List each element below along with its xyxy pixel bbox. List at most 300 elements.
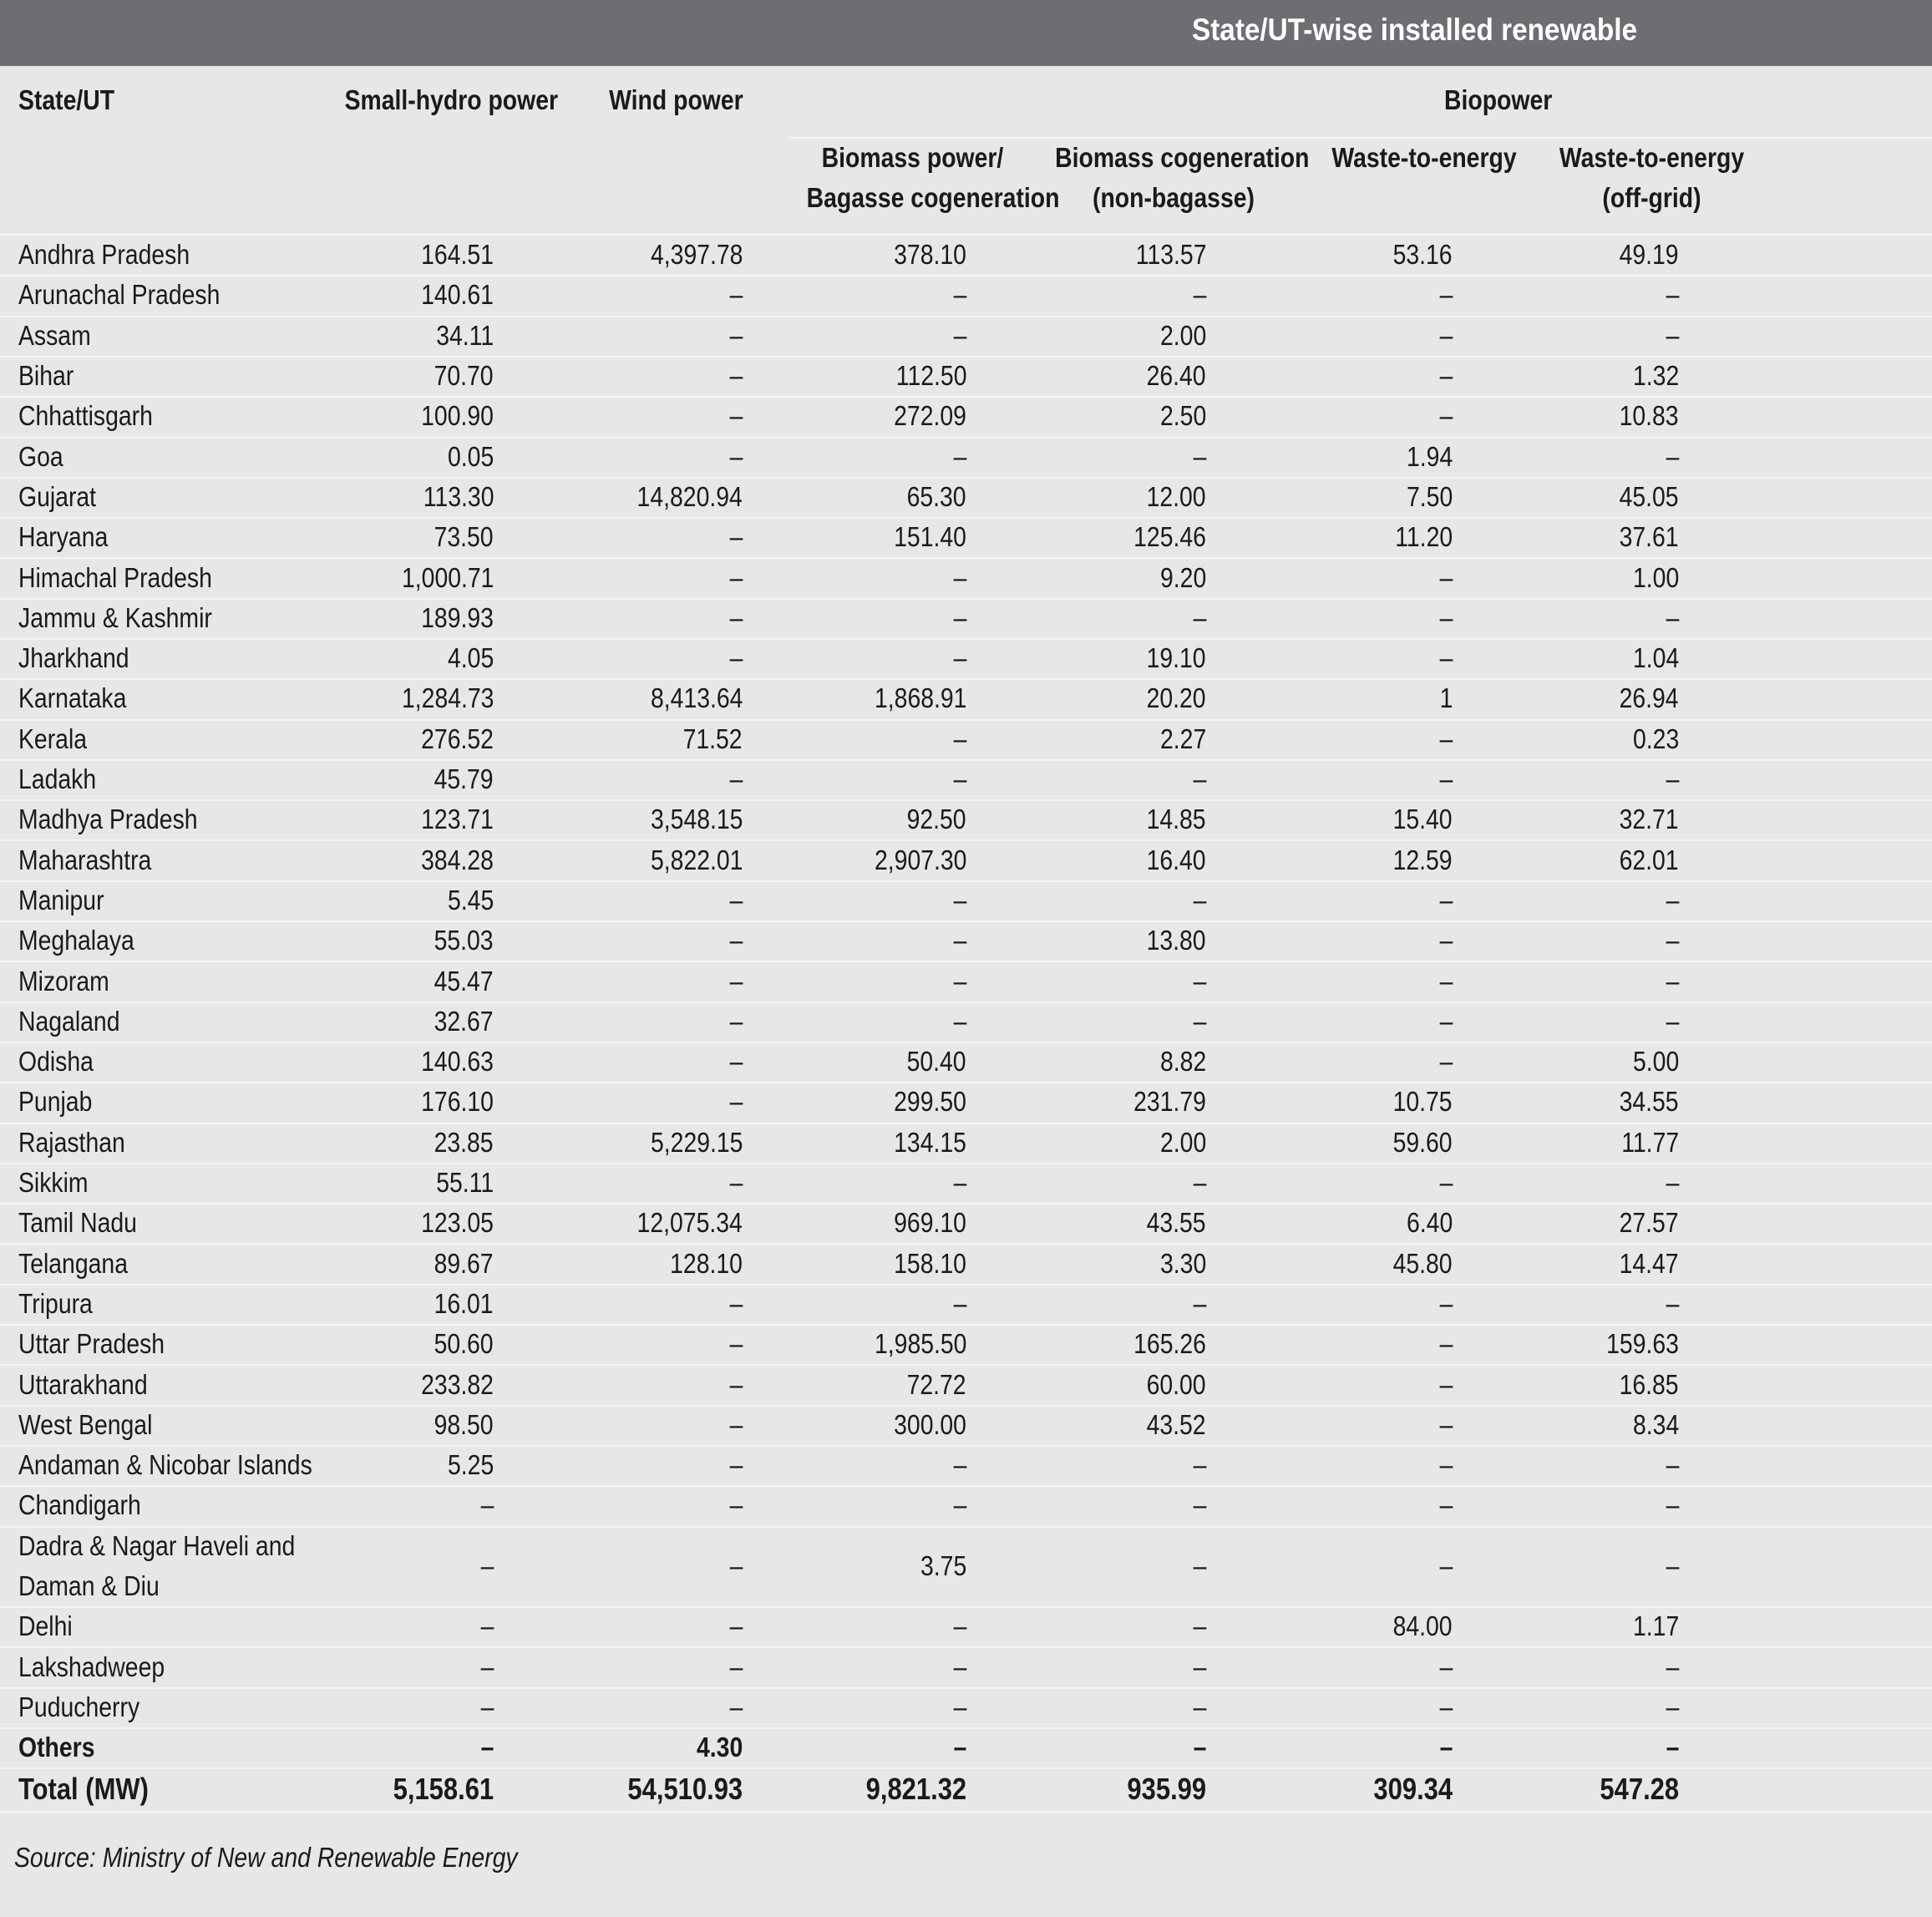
row-divider [0, 1364, 1932, 1366]
cell-biomass-power: – [953, 723, 966, 754]
cell-biomass-cogen: – [1193, 1651, 1206, 1682]
cell-state: Kerala [18, 723, 88, 754]
cell-waste-to-energy: – [1439, 1550, 1453, 1581]
cell-waste-to-energy: – [1439, 642, 1453, 673]
header-small-hydro: Small-hydro power [344, 84, 558, 115]
cell-biomass-power: 299.50 [894, 1086, 966, 1117]
row-divider [0, 961, 1932, 962]
cell-wte-offgrid: – [1666, 885, 1679, 915]
cell-small-hydro: 23.85 [434, 1127, 494, 1158]
cell-state: Chandigarh [18, 1489, 141, 1520]
cell-state: Manipur [18, 885, 104, 915]
cell-wte-offgrid: – [1666, 1006, 1679, 1037]
cell-wte-offgrid: 1.17 [1632, 1610, 1679, 1641]
cell-wte-offgrid: 26.94 [1619, 682, 1679, 713]
cell-wind: – [729, 885, 743, 915]
cell-waste-to-energy: 10.75 [1392, 1086, 1453, 1117]
cell-small-hydro: 89.67 [434, 1248, 494, 1279]
cell-wind: – [729, 642, 743, 673]
cell-wte-offgrid: 45.05 [1619, 481, 1679, 512]
cell-state: Jharkhand [18, 642, 129, 673]
row-divider [0, 234, 1932, 236]
cell-small-hydro: 189.93 [421, 602, 494, 633]
cell-wte-offgrid: – [1666, 763, 1679, 794]
row-divider [0, 1767, 1932, 1769]
cell-wte-offgrid: 1.00 [1632, 562, 1679, 593]
cell-state: Gujarat [18, 481, 97, 512]
cell-biomass-cogen: 2.00 [1159, 320, 1206, 351]
cell-waste-to-energy: – [1439, 1691, 1453, 1722]
cell-biomass-power: 1,868.91 [874, 682, 966, 713]
cell-wte-offgrid: 11.77 [1621, 1127, 1679, 1158]
cell-biomass-cogen: 12.00 [1146, 481, 1206, 512]
row-divider [0, 678, 1932, 680]
cell-state: West Bengal [18, 1409, 153, 1440]
cell-wte-offgrid: – [1666, 320, 1679, 351]
cell-small-hydro: 55.11 [436, 1167, 494, 1198]
cell-small-hydro: 1,284.73 [401, 682, 494, 713]
cell-wind: – [729, 1328, 743, 1359]
cell-waste-to-energy: – [1439, 400, 1453, 431]
row-divider [0, 1284, 1932, 1286]
row-divider [0, 1646, 1932, 1648]
cell-wte-offgrid: 32.71 [1619, 804, 1679, 834]
cell-biomass-power: – [953, 1691, 966, 1722]
cell-biomass-power: 1,985.50 [874, 1328, 966, 1359]
row-divider [0, 517, 1932, 519]
cell-biomass-cogen: – [1193, 1550, 1206, 1581]
cell-biomass-cogen: 19.10 [1146, 642, 1206, 673]
cell-wte-offgrid: 49.19 [1619, 239, 1679, 270]
cell-waste-to-energy: – [1439, 1046, 1453, 1077]
header-state: State/UT [18, 84, 115, 115]
cell-state: Haryana [18, 521, 109, 552]
cell-biomass-power: 134.15 [894, 1127, 966, 1158]
cell-biomass-cogen: – [1193, 1167, 1206, 1198]
title-bar [0, 0, 1932, 66]
cell-state: Karnataka [18, 682, 127, 713]
cell-small-hydro: 5,158.61 [393, 1772, 494, 1806]
cell-small-hydro: 113.30 [423, 481, 494, 512]
cell-biomass-power: 2,907.30 [874, 844, 966, 875]
header-wind: Wind power [609, 84, 743, 115]
cell-state: Madhya Pradesh [18, 804, 198, 834]
cell-waste-to-energy: – [1439, 925, 1453, 956]
cell-small-hydro: 140.63 [421, 1046, 494, 1077]
cell-biomass-power: – [953, 925, 966, 956]
cell-biomass-power: 151.40 [894, 521, 966, 552]
cell-biomass-cogen: 125.46 [1133, 521, 1206, 552]
cell-biomass-power: 272.09 [894, 400, 966, 431]
cell-waste-to-energy: – [1439, 320, 1453, 351]
cell-wte-offgrid: 5.00 [1632, 1046, 1679, 1077]
cell-state: Mizoram [18, 966, 109, 997]
cell-biomass-cogen: – [1193, 763, 1206, 794]
cell-wind: 8,413.64 [650, 682, 743, 713]
cell-small-hydro: – [480, 1489, 494, 1520]
cell-wind: – [729, 763, 743, 794]
cell-biomass-cogen: 935.99 [1127, 1772, 1206, 1806]
cell-waste-to-energy: – [1439, 1006, 1453, 1037]
cell-wind: – [729, 441, 743, 472]
row-divider [0, 1727, 1932, 1729]
cell-wind: – [729, 360, 743, 391]
row-divider [0, 1687, 1932, 1689]
row-divider [0, 1811, 1932, 1813]
cell-waste-to-energy: – [1439, 966, 1453, 997]
row-divider [0, 1082, 1932, 1083]
row-divider [0, 1163, 1932, 1164]
cell-waste-to-energy: 6.40 [1406, 1207, 1453, 1238]
cell-biomass-power: – [953, 642, 966, 673]
cell-state: Tamil Nadu [18, 1207, 137, 1238]
cell-state: Sikkim [18, 1167, 89, 1198]
cell-small-hydro: 1,000.71 [401, 562, 494, 593]
cell-state: Ladakh [18, 763, 97, 794]
cell-biomass-cogen: 3.30 [1159, 1248, 1206, 1279]
cell-wind: – [729, 1086, 743, 1117]
header-biomass-cogen-l1: Biomass cogeneration [1055, 142, 1310, 173]
cell-small-hydro: 50.60 [434, 1328, 494, 1359]
row-divider [0, 1405, 1932, 1407]
cell-wte-offgrid: 34.55 [1619, 1086, 1679, 1117]
cell-waste-to-energy: 12.59 [1392, 844, 1453, 875]
cell-waste-to-energy: 7.50 [1406, 481, 1453, 512]
cell-biomass-cogen: 43.52 [1146, 1409, 1206, 1440]
row-divider [0, 839, 1932, 841]
cell-small-hydro: 45.47 [434, 966, 494, 997]
header-wte-offgrid-l1: Waste-to-energy [1559, 142, 1745, 173]
cell-wte-offgrid: – [1666, 925, 1679, 956]
row-divider [0, 638, 1932, 640]
cell-wte-offgrid: 37.61 [1619, 521, 1679, 552]
cell-wind: – [729, 1167, 743, 1198]
cell-wte-offgrid: – [1666, 441, 1679, 472]
cell-wind: – [729, 602, 743, 633]
cell-wte-offgrid: 10.83 [1619, 400, 1679, 431]
cell-waste-to-energy: – [1439, 1449, 1453, 1480]
cell-wte-offgrid: 1.32 [1632, 360, 1679, 391]
cell-state: Meghalaya [18, 925, 134, 956]
cell-small-hydro: 233.82 [421, 1369, 494, 1400]
cell-state: Lakshadweep [18, 1651, 165, 1682]
cell-waste-to-energy: – [1439, 279, 1453, 310]
cell-small-hydro: 5.25 [447, 1449, 494, 1480]
cell-wind: 3,548.15 [650, 804, 743, 834]
cell-state: Maharashtra [18, 844, 152, 875]
cell-biomass-cogen: 13.80 [1146, 925, 1206, 956]
cell-small-hydro: 34.11 [436, 320, 494, 351]
row-divider [0, 275, 1932, 276]
cell-wte-offgrid: 16.85 [1619, 1369, 1679, 1400]
cell-waste-to-energy: 59.60 [1392, 1127, 1453, 1158]
cell-wind: – [729, 966, 743, 997]
cell-biomass-power: – [953, 1006, 966, 1037]
cell-state: Assam [18, 320, 91, 351]
cell-biomass-power: – [953, 1167, 966, 1198]
cell-biomass-power: – [953, 562, 966, 593]
cell-biomass-cogen: – [1193, 1006, 1206, 1037]
cell-biomass-power: 969.10 [894, 1207, 966, 1238]
cell-waste-to-energy: – [1439, 1489, 1453, 1520]
cell-biomass-power: 92.50 [906, 804, 966, 834]
cell-wind: 12,075.34 [636, 1207, 743, 1238]
cell-wind: 5,229.15 [650, 1127, 743, 1158]
row-divider [0, 396, 1932, 398]
header-wte-offgrid-l2: (off-grid) [1602, 182, 1701, 213]
cell-biomass-cogen: – [1193, 1610, 1206, 1641]
cell-wte-offgrid: 62.01 [1619, 844, 1679, 875]
cell-biomass-power: 300.00 [894, 1409, 966, 1440]
cell-biomass-cogen: – [1193, 441, 1206, 472]
cell-small-hydro: – [480, 1651, 494, 1682]
cell-wte-offgrid: 1.04 [1632, 642, 1679, 673]
cell-waste-to-energy: 15.40 [1392, 804, 1453, 834]
cell-waste-to-energy: 53.16 [1392, 239, 1453, 270]
cell-state: Andaman & Nicobar Islands [18, 1449, 312, 1480]
cell-waste-to-energy: – [1439, 723, 1453, 754]
cell-biomass-power: – [953, 1610, 966, 1641]
cell-biomass-power: – [953, 1288, 966, 1319]
cell-biomass-cogen: 113.57 [1135, 239, 1206, 270]
cell-waste-to-energy: 84.00 [1392, 1610, 1453, 1641]
header-biomass-power-l2: Bagasse cogeneration [806, 182, 1060, 213]
cell-waste-to-energy: – [1439, 1167, 1453, 1198]
cell-waste-to-energy: 1.94 [1406, 441, 1453, 472]
cell-wind: 4.30 [696, 1732, 743, 1762]
cell-waste-to-energy: – [1439, 1288, 1453, 1319]
cell-wind: 71.52 [682, 723, 743, 754]
cell-biomass-power: 3.75 [920, 1550, 966, 1581]
cell-biomass-power: – [953, 1651, 966, 1682]
cell-wte-offgrid: 159.63 [1606, 1328, 1679, 1359]
cell-biomass-power: 9,821.32 [865, 1772, 966, 1806]
cell-wind: – [729, 279, 743, 310]
row-divider [0, 316, 1932, 317]
cell-biomass-cogen: – [1193, 279, 1206, 310]
source-note: Source: Ministry of New and Renewable Energy [14, 1842, 518, 1873]
cell-state: Delhi [18, 1610, 73, 1641]
cell-wte-offgrid: – [1666, 1449, 1679, 1480]
cell-biomass-power: 112.50 [895, 360, 966, 391]
cell-biomass-cogen: 2.50 [1159, 400, 1206, 431]
row-divider [0, 719, 1932, 721]
cell-wind: – [729, 1691, 743, 1722]
header-biomass-cogen-l2: (non-bagasse) [1093, 182, 1255, 213]
cell-state: Telangana [18, 1248, 128, 1279]
cell-wte-offgrid: – [1666, 279, 1679, 310]
header-waste-to-energy: Waste-to-energy [1331, 142, 1517, 173]
cell-biomass-cogen: 2.00 [1159, 1127, 1206, 1158]
row-divider [0, 557, 1932, 559]
cell-wind: – [729, 1449, 743, 1480]
row-divider [0, 880, 1932, 882]
cell-wind: – [729, 1369, 743, 1400]
cell-biomass-power: – [953, 320, 966, 351]
cell-small-hydro: – [480, 1691, 494, 1722]
cell-state: Uttar Pradesh [18, 1328, 165, 1359]
cell-biomass-cogen: 9.20 [1159, 562, 1206, 593]
cell-biomass-cogen: – [1193, 966, 1206, 997]
cell-state: Total (MW) [18, 1772, 149, 1806]
cell-waste-to-energy: – [1439, 360, 1453, 391]
cell-wte-offgrid: 27.57 [1619, 1207, 1679, 1238]
cell-biomass-cogen: 20.20 [1146, 682, 1206, 713]
cell-biomass-cogen: 60.00 [1146, 1369, 1206, 1400]
cell-state: Nagaland [18, 1006, 120, 1037]
cell-state: Chhattisgarh [18, 400, 153, 431]
cell-wind: 14,820.94 [636, 481, 743, 512]
cell-state: Andhra Pradesh [18, 239, 190, 270]
cell-wind: 54,510.93 [627, 1772, 743, 1806]
cell-state: Bihar [18, 360, 74, 391]
cell-biomass-cogen: 43.55 [1146, 1207, 1206, 1238]
cell-small-hydro: – [480, 1550, 494, 1581]
cell-biomass-cogen: – [1193, 885, 1206, 915]
cell-biomass-cogen: 165.26 [1133, 1328, 1206, 1359]
cell-biomass-cogen: 16.40 [1146, 844, 1206, 875]
cell-waste-to-energy: – [1439, 885, 1453, 915]
cell-wind: – [729, 521, 743, 552]
row-divider [0, 759, 1932, 761]
cell-biomass-cogen: – [1193, 602, 1206, 633]
cell-wind: – [729, 1409, 743, 1440]
cell-state: Punjab [18, 1086, 93, 1117]
cell-wte-offgrid: – [1666, 1288, 1679, 1319]
table-title: State/UT-wise installed renewable [1192, 13, 1637, 47]
cell-small-hydro: 55.03 [434, 925, 494, 956]
cell-small-hydro: 73.50 [434, 521, 494, 552]
row-divider [0, 437, 1932, 439]
row-divider [0, 799, 1932, 801]
cell-state: Puducherry [18, 1691, 140, 1722]
cell-biomass-power: 72.72 [906, 1369, 966, 1400]
row-divider [0, 1324, 1932, 1326]
row-divider [0, 1445, 1932, 1447]
header-biopower: Biopower [1444, 84, 1553, 115]
cell-biomass-power: – [953, 1449, 966, 1480]
cell-small-hydro: 140.61 [421, 279, 494, 310]
cell-small-hydro: 276.52 [421, 723, 494, 754]
cell-waste-to-energy: – [1439, 1651, 1453, 1682]
cell-wind: – [729, 1651, 743, 1682]
cell-state: Dadra & Nagar Haveli and [18, 1530, 296, 1561]
cell-biomass-power: 158.10 [894, 1248, 966, 1279]
row-divider [0, 1526, 1932, 1528]
cell-small-hydro: 4.05 [447, 642, 494, 673]
cell-wind: – [729, 562, 743, 593]
cell-small-hydro: 176.10 [421, 1086, 494, 1117]
cell-small-hydro: 123.71 [421, 804, 494, 834]
cell-biomass-power: – [953, 441, 966, 472]
cell-small-hydro: 123.05 [421, 1207, 494, 1238]
cell-wte-offgrid: – [1666, 966, 1679, 997]
cell-state: Others [18, 1732, 95, 1762]
cell-small-hydro: – [480, 1610, 494, 1641]
cell-small-hydro: 98.50 [434, 1409, 494, 1440]
cell-biomass-power: – [953, 602, 966, 633]
cell-biomass-power: – [953, 885, 966, 915]
cell-biomass-power: 50.40 [906, 1046, 966, 1077]
cell-biomass-power: – [953, 1489, 966, 1520]
cell-biomass-cogen: 231.79 [1133, 1086, 1206, 1117]
cell-waste-to-energy: – [1439, 602, 1453, 633]
cell-waste-to-energy: 1 [1439, 682, 1453, 713]
cell-waste-to-energy: 309.34 [1373, 1772, 1453, 1806]
cell-small-hydro: 100.90 [421, 400, 494, 431]
row-divider [0, 1606, 1932, 1608]
cell-small-hydro: 0.05 [447, 441, 494, 472]
cell-state: Rajasthan [18, 1127, 125, 1158]
row-divider [0, 1002, 1932, 1003]
row-divider [0, 598, 1932, 600]
cell-small-hydro: – [480, 1732, 494, 1762]
cell-wte-offgrid: – [1666, 602, 1679, 633]
cell-wte-offgrid: 547.28 [1600, 1772, 1679, 1806]
cell-waste-to-energy: 45.80 [1392, 1248, 1453, 1279]
cell-wind: – [729, 400, 743, 431]
cell-waste-to-energy: 11.20 [1395, 521, 1453, 552]
cell-biomass-cogen: – [1193, 1691, 1206, 1722]
cell-wind: – [729, 1046, 743, 1077]
cell-biomass-power: – [953, 966, 966, 997]
cell-state: Uttarakhand [18, 1369, 148, 1400]
row-divider [0, 1485, 1932, 1487]
row-divider [0, 1123, 1932, 1124]
row-divider [0, 1243, 1932, 1245]
row-divider [0, 356, 1932, 358]
cell-wte-offgrid: 14.47 [1619, 1248, 1679, 1279]
cell-small-hydro: 32.67 [434, 1006, 494, 1037]
cell-waste-to-energy: – [1439, 1369, 1453, 1400]
cell-wind: – [729, 1288, 743, 1319]
cell-small-hydro: 164.51 [421, 239, 494, 270]
cell-wind: 128.10 [670, 1248, 743, 1279]
cell-wte-offgrid: – [1666, 1732, 1679, 1762]
cell-small-hydro: 384.28 [421, 844, 494, 875]
row-divider [0, 477, 1932, 479]
cell-wte-offgrid: – [1666, 1550, 1679, 1581]
cell-waste-to-energy: – [1439, 562, 1453, 593]
cell-wind: – [729, 925, 743, 956]
cell-small-hydro: 5.45 [447, 885, 494, 915]
cell-state: Tripura [18, 1288, 93, 1319]
cell-wind: 5,822.01 [650, 844, 743, 875]
cell-small-hydro: 16.01 [434, 1288, 494, 1319]
cell-biomass-cogen: 26.40 [1146, 360, 1206, 391]
cell-wte-offgrid: – [1666, 1691, 1679, 1722]
cell-waste-to-energy: – [1439, 763, 1453, 794]
cell-state: Arunachal Pradesh [18, 279, 221, 310]
cell-state: Goa [18, 441, 63, 472]
row-divider [0, 1203, 1932, 1204]
cell-biomass-power: – [953, 763, 966, 794]
cell-biomass-cogen: 8.82 [1159, 1046, 1206, 1077]
cell-waste-to-energy: – [1439, 1409, 1453, 1440]
cell-biomass-power: 378.10 [894, 239, 966, 270]
cell-wind: – [729, 1489, 743, 1520]
row-divider [0, 920, 1932, 922]
cell-biomass-power: – [953, 1732, 966, 1762]
cell-biomass-cogen: – [1193, 1449, 1206, 1480]
cell-wind: 4,397.78 [650, 239, 743, 270]
cell-biomass-cogen: 14.85 [1146, 804, 1206, 834]
cell-wind: – [729, 1610, 743, 1641]
cell-small-hydro: 70.70 [434, 360, 494, 391]
cell-wte-offgrid: – [1666, 1167, 1679, 1198]
cell-wte-offgrid: 0.23 [1632, 723, 1679, 754]
cell-wind: – [729, 1550, 743, 1581]
